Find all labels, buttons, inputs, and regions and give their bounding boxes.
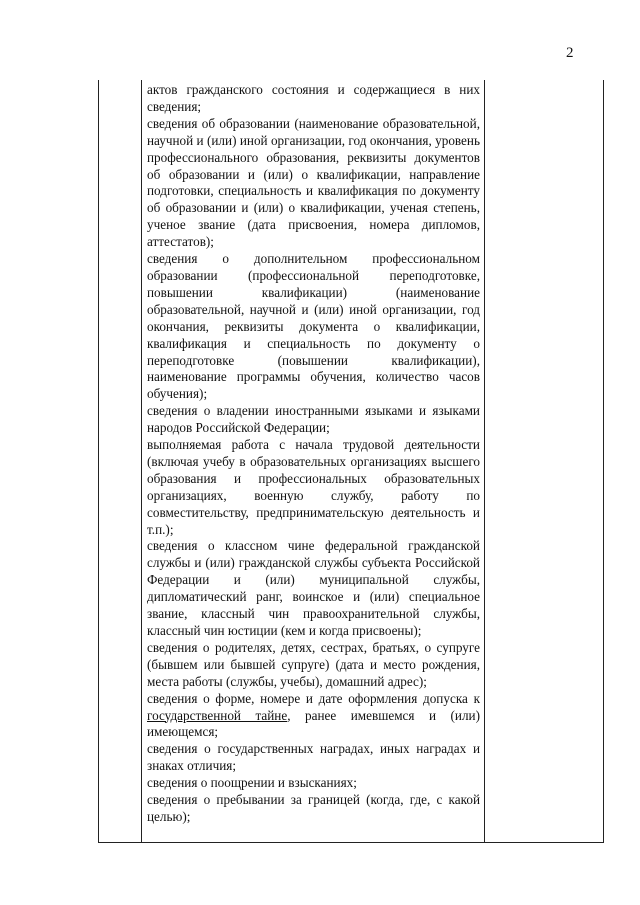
page-number: 2 bbox=[566, 45, 574, 61]
list-item: сведения о родителях, детях, сестрах, братьях, о супруге (бывшем или бывшей супруге) (дата и место рождения, места работы (службы, учебы), домашний адрес); bbox=[147, 639, 480, 689]
list-item: сведения о поощрении и взысканиях; bbox=[147, 775, 357, 791]
secret-link[interactable]: государственной тайне bbox=[147, 707, 288, 723]
table-border-right bbox=[603, 80, 604, 843]
list-item: сведения о классном чине федеральной гражданской службы и (или) гражданской службы субъекта Российской Федерации и (или) муниципальной службы, дипломатический ранг, воинское и (или) специальное звание, классный чин правоохранительной службы, классный чин юстиции (кем и когда присвоены); bbox=[147, 538, 480, 638]
secret-text-before: сведения о форме, номере и дате оформления допуска к bbox=[147, 690, 480, 706]
list-item: сведения о дополнительном профессиональном образовании (профессиональной переподготовке, повышении квалификации) (наименование образовательной, научной и (или) иной организации, год окончания, реквизиты документа о квалификации, квалификация и специальность по документу о переподготовке (повышении квалификации), наименование программы обучения, количество часов обучения); bbox=[147, 251, 480, 402]
table-divider-2 bbox=[484, 80, 485, 843]
list-item: выполняемая работа с начала трудовой деятельности (включая учебу в образовательных организациях высшего образования и профессиональных образовательных организациях, военную службу, работу по совместительству, предпринимательскую деятельность и т.п.); bbox=[147, 437, 480, 537]
table-border-left bbox=[98, 80, 99, 843]
table-border-bottom bbox=[98, 842, 604, 843]
secret-text-after: , ранее имевшемся и (или) имеющемся; bbox=[147, 707, 480, 740]
list-item: сведения о пребывании за границей (когда, где, с какой целью); bbox=[147, 792, 480, 824]
list-item: сведения о государственных наградах, иных наградах и знаках отличия; bbox=[147, 741, 480, 774]
list-item: сведения о владении иностранными языками и языками народов Российской Федерации; bbox=[147, 403, 480, 436]
list-item: сведения об образовании (наименование образовательной, научной и (или) иной организации, год окончания, уровень профессионального образования, реквизиты документов об образовании и (или) о квалификации, направление подготовки, специальность и квалификация по документу об образовании и (или) о квалификации, ученая степень, ученое звание (дата присвоения, номера дипломов, аттестатов); bbox=[147, 115, 480, 250]
list-item-secret bbox=[147, 691, 480, 742]
table-text-cell bbox=[147, 82, 480, 826]
table-divider-1 bbox=[141, 80, 142, 843]
list-item: актов гражданского состояния и содержащиеся в них сведения; bbox=[147, 82, 480, 114]
